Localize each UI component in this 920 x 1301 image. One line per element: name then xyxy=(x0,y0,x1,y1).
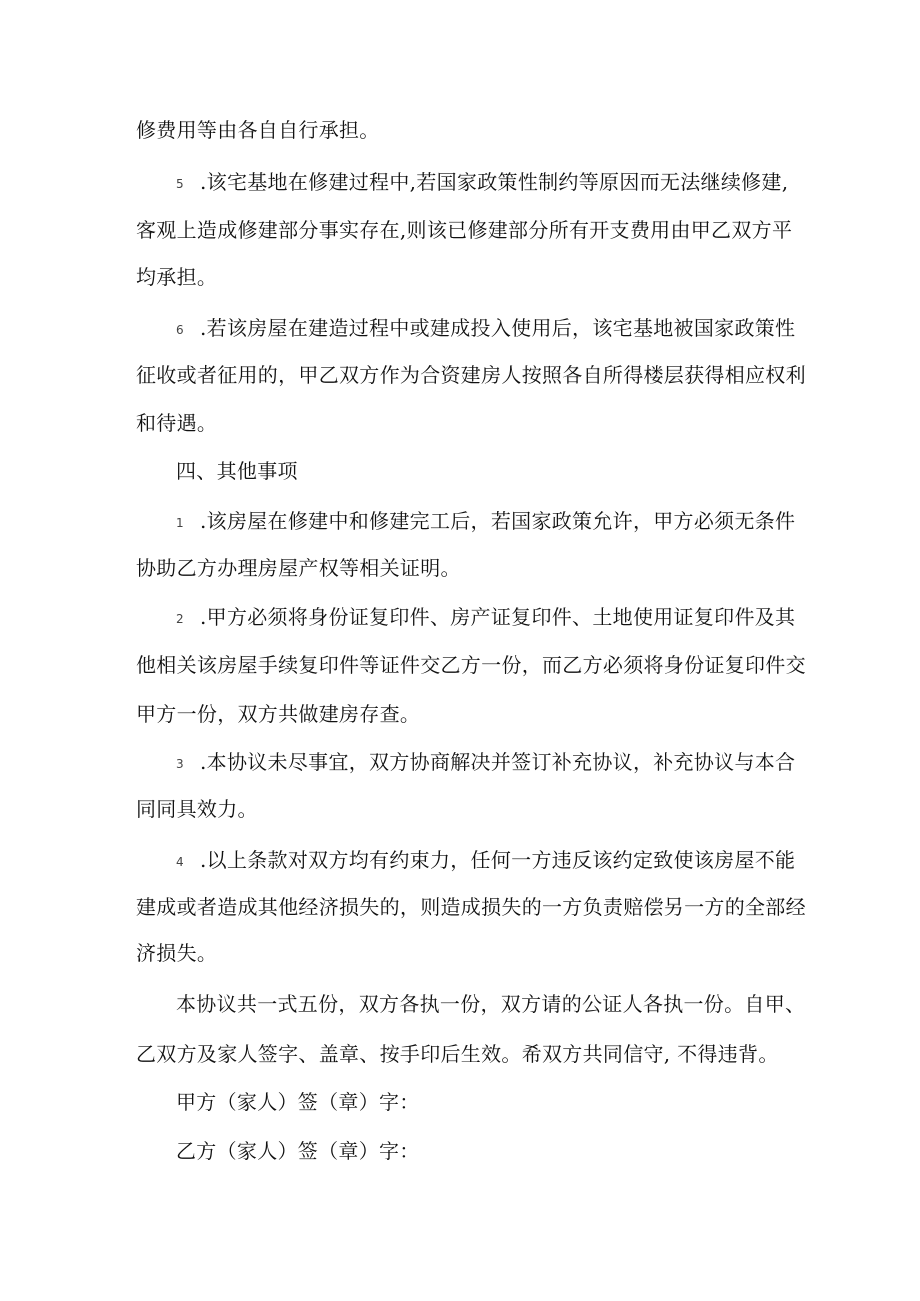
paragraph-line: 甲方一份，双方共做建房存查。 xyxy=(136,702,421,726)
paragraph-line: 修费用等由各自自行承担。 xyxy=(136,118,380,142)
paragraph-line: 客观上造成修建部分事实存在,则该已修建部分所有开支费用由甲乙双方平 xyxy=(136,218,793,242)
paragraph-line: 征收或者征用的，甲乙双方作为合资建房人按照各自所得楼层获得相应权利 xyxy=(136,363,806,387)
paragraph-text: .甲方必须将身份证复印件、房产证复印件、土地使用证复印件及其 xyxy=(200,605,796,629)
signature-party-a: 甲方（家人）签（章）字： xyxy=(176,1090,420,1114)
paragraph-line: 均承担。 xyxy=(136,265,218,289)
paragraph-line xyxy=(176,170,788,196)
section-heading: 四、其他事项 xyxy=(176,459,298,483)
paragraph-text: .该房屋在修建中和修建完工后，若国家政策允许，甲方必须无条件 xyxy=(200,509,796,533)
paragraph-line: 同同具效力。 xyxy=(136,797,258,821)
paragraph-line xyxy=(176,509,795,535)
paragraph-line: 乙双方及家人签字、盖章、按手印后生效。希双方共同信守, 不得违背。 xyxy=(136,1042,779,1066)
paragraph-line: 济损失。 xyxy=(136,941,218,965)
paragraph-line: 建成或者造成其他经济损失的，则造成损失的一方负责赔偿另一方的全部经 xyxy=(136,895,806,919)
paragraph-text: .若该房屋在建造过程中或建成投入使用后，该宅基地被国家政策性 xyxy=(200,316,796,340)
paragraph-line xyxy=(176,605,795,631)
signature-party-b: 乙方（家人）签（章）字： xyxy=(176,1139,420,1163)
item-number: 6 xyxy=(176,322,184,337)
paragraph-line: 协助乙方办理房屋产权等相关证明。 xyxy=(136,556,461,580)
paragraph-line: 和待遇。 xyxy=(136,411,218,435)
paragraph-line: 他相关该房屋手续复印件等证件交乙方一份，而乙方必须将身份证复印件交 xyxy=(136,653,806,677)
item-number: 1 xyxy=(176,515,184,530)
item-number: 4 xyxy=(176,854,184,869)
paragraph-line: 本协议共一式五份，双方各执一份，双方请的公证人各执一份。自甲、 xyxy=(176,992,806,1016)
paragraph-text: .以上条款对双方均有约束力，任何一方违反该约定致使该房屋不能 xyxy=(200,848,796,872)
item-number: 3 xyxy=(176,756,184,771)
paragraph-text: .该宅基地在修建过程中,若国家政策性制约等原因而无法继续修建, xyxy=(200,170,789,194)
paragraph-line xyxy=(176,316,795,342)
paragraph-line xyxy=(176,848,795,874)
item-number: 5 xyxy=(176,176,184,191)
paragraph-line xyxy=(176,750,795,776)
item-number: 2 xyxy=(176,611,184,626)
paragraph-text: .本协议未尽事宜，双方协商解决并签订补充协议，补充协议与本合 xyxy=(200,750,796,774)
